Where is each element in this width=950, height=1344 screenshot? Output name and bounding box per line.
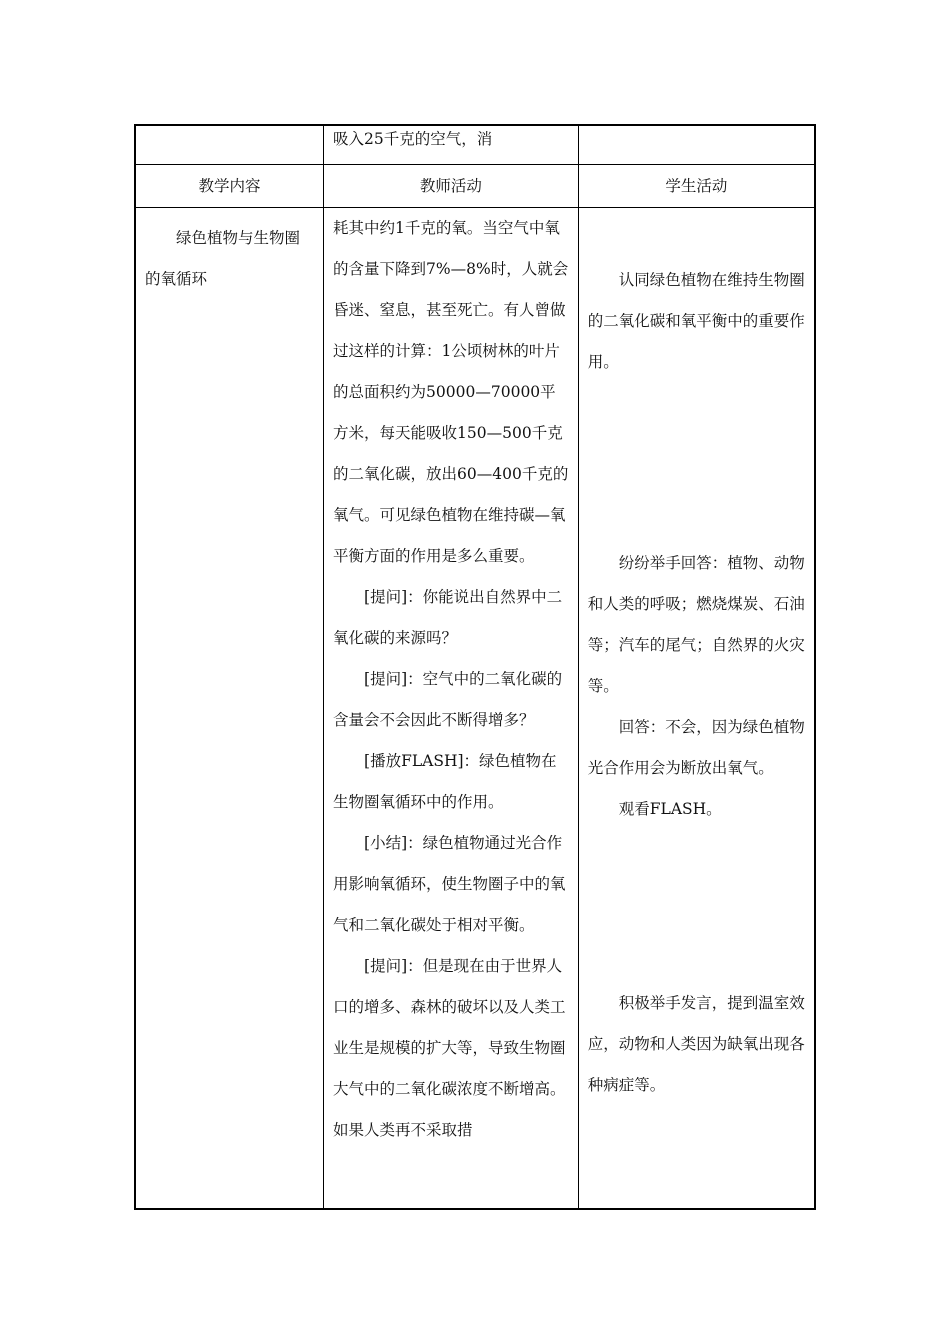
continuation-text: 吸入25千克的空气，消	[333, 130, 493, 148]
student-activity-cell	[578, 208, 815, 1210]
teacher-activity-cell	[324, 208, 579, 1210]
student-paragraph: 回答：不会，因为绿色植物光合作用会为断放出氧气。	[587, 718, 805, 777]
topic-cell	[135, 208, 324, 1210]
header-student: 学生活动	[578, 165, 815, 208]
teacher-paragraph: [小结]：绿色植物通过光合作用影响氧循环，使生物圈子中的氧气和二氧化碳处于相对平衡。	[333, 834, 566, 934]
content-row	[135, 208, 815, 1210]
student-paragraph: 纷纷举手回答：植物、动物和人类的呼吸；燃烧煤炭、石油等；汽车的尾气；自然界的火灾等。	[587, 554, 805, 695]
teacher-paragraph: [播放FLASH]：绿色植物在生物圈氧循环中的作用。	[333, 752, 557, 811]
continuation-cell-student	[578, 125, 815, 165]
student-paragraph: 认同绿色植物在维持生物圈的二氧化碳和氧平衡中的重要作用。	[587, 271, 805, 371]
continuation-row	[135, 125, 815, 165]
continuation-cell-content	[135, 125, 324, 165]
topic-text: 绿色植物与生物圈的氧循环	[145, 229, 301, 288]
teacher-paragraph: [提问]：你能说出自然界中二氧化碳的来源吗？	[333, 588, 563, 647]
header-content: 教学内容	[135, 165, 324, 208]
header-row	[135, 165, 815, 208]
student-paragraph: 观看FLASH。	[618, 800, 722, 818]
teacher-paragraph: [提问]：空气中的二氧化碳的含量会不会因此不断得增多？	[333, 670, 563, 729]
student-paragraph: 积极举手发言，提到温室效应，动物和人类因为缺氧出现各种病症等。	[587, 994, 805, 1094]
header-teacher: 教师活动	[324, 165, 579, 208]
lesson-table	[134, 124, 816, 1210]
teacher-paragraph: [提问]：但是现在由于世界人口的增多、森林的破坏以及人类工业生是规模的扩大等，导致生物圈大气中的二氧化碳浓度不断增高。如果人类再不采取措	[333, 957, 566, 1139]
continuation-cell-teacher	[324, 125, 579, 165]
teacher-paragraph: 耗其中约1千克的氧。当空气中氧的含量下降到7%—8%时，人就会昏迷、窒息，甚至死亡。有人曾做过这样的计算：1公顷树林的叶片的总面积约为50000—70000平方米，每天能吸收150—500千克的二氧化碳，放出60—400千克的氧气。可见绿色植物在维持碳—氧平衡方面的作用是多么重要。	[333, 219, 569, 565]
